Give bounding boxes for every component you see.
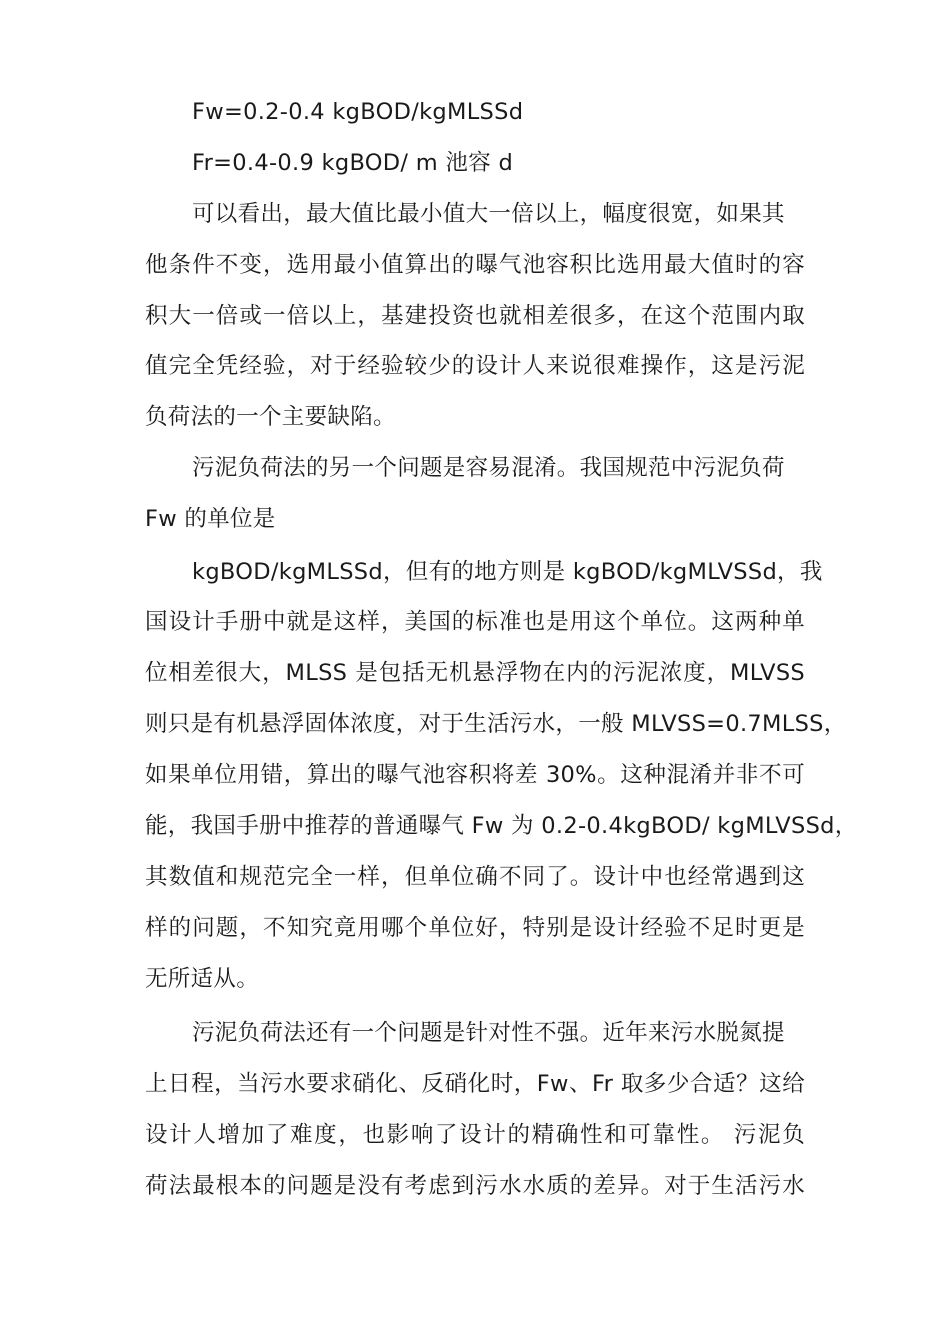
text-line: 值完全凭经验，对于经验较少的设计人来说很难操作，这是污泥 <box>145 353 805 379</box>
text-line: 污泥负荷法的另一个问题是容易混淆。我国规范中污泥负荷 <box>192 455 785 481</box>
text-line: 积大一倍或一倍以上，基建投资也就相差很多，在这个范围内取 <box>145 303 805 329</box>
text-line: 上日程，当污水要求硝化、反硝化时，Fw、Fr 取多少合适？这给 <box>145 1071 805 1097</box>
text-line: 设计人增加了难度，也影响了设计的精确性和可靠性。 污泥负 <box>145 1122 805 1148</box>
text-line: 则只是有机悬浮固体浓度，对于生活污水，一般 MLVSS=0.7MLSS， <box>145 711 847 737</box>
text-line: 能，我国手册中推荐的普通曝气 Fw 为 0.2-0.4kgBOD/ kgMLVSSd， <box>145 813 858 839</box>
text-line: 如果单位用错，算出的曝气池容积将差 30%。这种混淆并非不可 <box>145 762 805 788</box>
text-line: 污泥负荷法还有一个问题是针对性不强。近年来污水脱氮提 <box>192 1020 785 1046</box>
text-line: 无所适从。 <box>145 966 260 992</box>
text-line: 其数值和规范完全一样，但单位确不同了。设计中也经常遇到这 <box>145 864 805 890</box>
text-line: 荷法最根本的问题是没有考虑到污水水质的差异。对于生活污水 <box>145 1173 805 1199</box>
text-line: 国设计手册中就是这样，美国的标准也是用这个单位。这两种单 <box>145 609 805 635</box>
text-line: 可以看出，最大值比最小值大一倍以上，幅度很宽，如果其 <box>192 201 785 227</box>
text-line: 样的问题，不知究竟用哪个单位好，特别是设计经验不足时更是 <box>145 915 805 941</box>
text-line: 他条件不变，选用最小值算出的曝气池容积比选用最大值时的容 <box>145 252 805 278</box>
text-line: 负荷法的一个主要缺陷。 <box>145 404 396 430</box>
formula-fr: Fr=0.4-0.9 kgBOD/ m 池容 d <box>192 150 514 176</box>
text-line: kgBOD/kgMLSSd，但有的地方则是 kgBOD/kgMLVSSd，我 <box>192 559 823 585</box>
text-line: Fw 的单位是 <box>145 506 276 532</box>
text-line: 位相差很大，MLSS 是包括无机悬浮物在内的污泥浓度，MLVSS <box>145 660 805 686</box>
formula-fw: Fw=0.2-0.4 kgBOD/kgMLSSd <box>192 99 524 125</box>
